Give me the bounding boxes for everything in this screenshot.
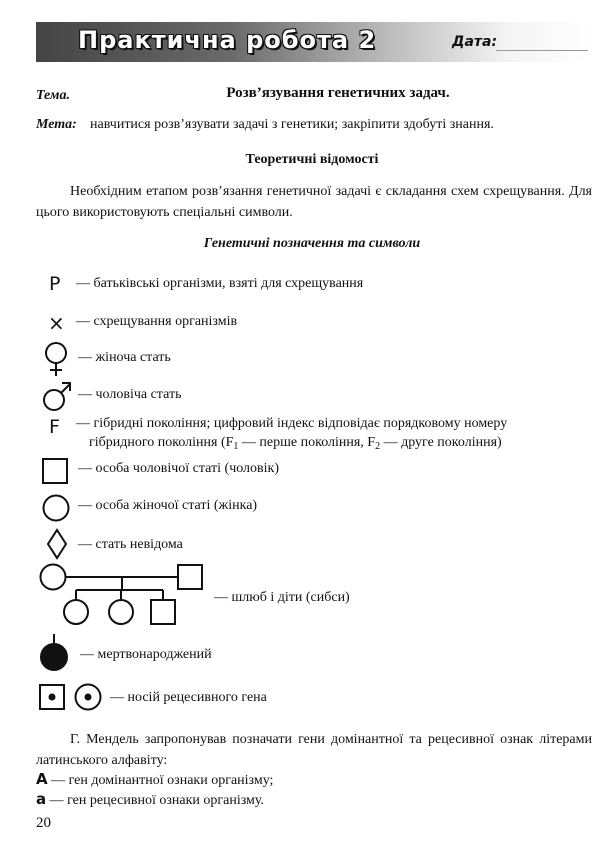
page-number: 20 [36, 815, 51, 831]
carrier-icons [36, 680, 108, 714]
hybrid-symbol: F [49, 416, 60, 438]
circle-icon [40, 492, 72, 524]
page-title: Практична робота 2 [78, 26, 377, 54]
male-icon [40, 380, 74, 414]
gene-recessive-text: — ген рецесивної ознаки організму. [49, 793, 265, 808]
symbols-heading: Генетичні позначення та символи [203, 236, 421, 251]
mendel-paragraph: Г. Мендель запропонував позначати гени домінантної та рецесивної ознак літерами латинського алфавіту: [36, 732, 592, 768]
female-person-description: — особа жіночої статі (жінка) [78, 498, 258, 513]
marriage-description: — шлюб і діти (сибси) [214, 590, 350, 605]
square-icon [40, 456, 70, 486]
gene-recessive-letter: a [36, 790, 47, 808]
marriage-children-diagram [34, 560, 214, 632]
date-label: Дата: [452, 34, 498, 50]
gene-dominant-text: — ген домінантної ознаки організму; [51, 773, 274, 788]
hybrid-description-line1: — гібридні покоління; цифровий індекс відповідає порядковому номеру [76, 416, 508, 431]
parent-description: — батьківські організми, взяті для схрещування [76, 276, 364, 291]
theory-paragraph: Необхідним етапом розв’язання генетичної задачі є складання схем схрещування. Для цього використовують спеціальні символи. [36, 184, 592, 220]
male-description: — чоловіча стать [78, 387, 182, 402]
goal-text: навчитися розв’язувати задачі з генетики; закріпити здобуті знання. [90, 117, 494, 132]
unknown-sex-description: — стать невідома [78, 537, 183, 552]
cross-symbol: × [48, 311, 65, 335]
stillborn-description: — мертвонароджений [80, 647, 212, 662]
gene-dominant-line [36, 770, 273, 789]
hybrid-description-line2: гібридного покоління ($F_1$ — перше покоління, $F_2$ — друге покоління) [89, 435, 502, 452]
female-icon [40, 340, 74, 378]
date-field-line [496, 50, 588, 51]
gene-dominant-letter: A [36, 770, 48, 788]
gene-recessive-line [36, 790, 264, 809]
topic-label: Тема. [36, 88, 71, 103]
male-person-description: — особа чоловічої статі (чоловік) [78, 461, 280, 476]
cross-description: — схрещування організмів [76, 314, 238, 329]
topic-text: Розв’язування генетичних задач. [226, 85, 450, 101]
diamond-icon [44, 527, 70, 561]
stillborn-icon [36, 632, 72, 674]
carrier-description: — носій рецесивного гена [110, 690, 267, 705]
goal-label: Мета: [36, 117, 77, 132]
theory-heading: Теоретичні відомості [245, 152, 379, 167]
female-description: — жіноча стать [78, 350, 171, 365]
parent-symbol: P [49, 273, 61, 295]
